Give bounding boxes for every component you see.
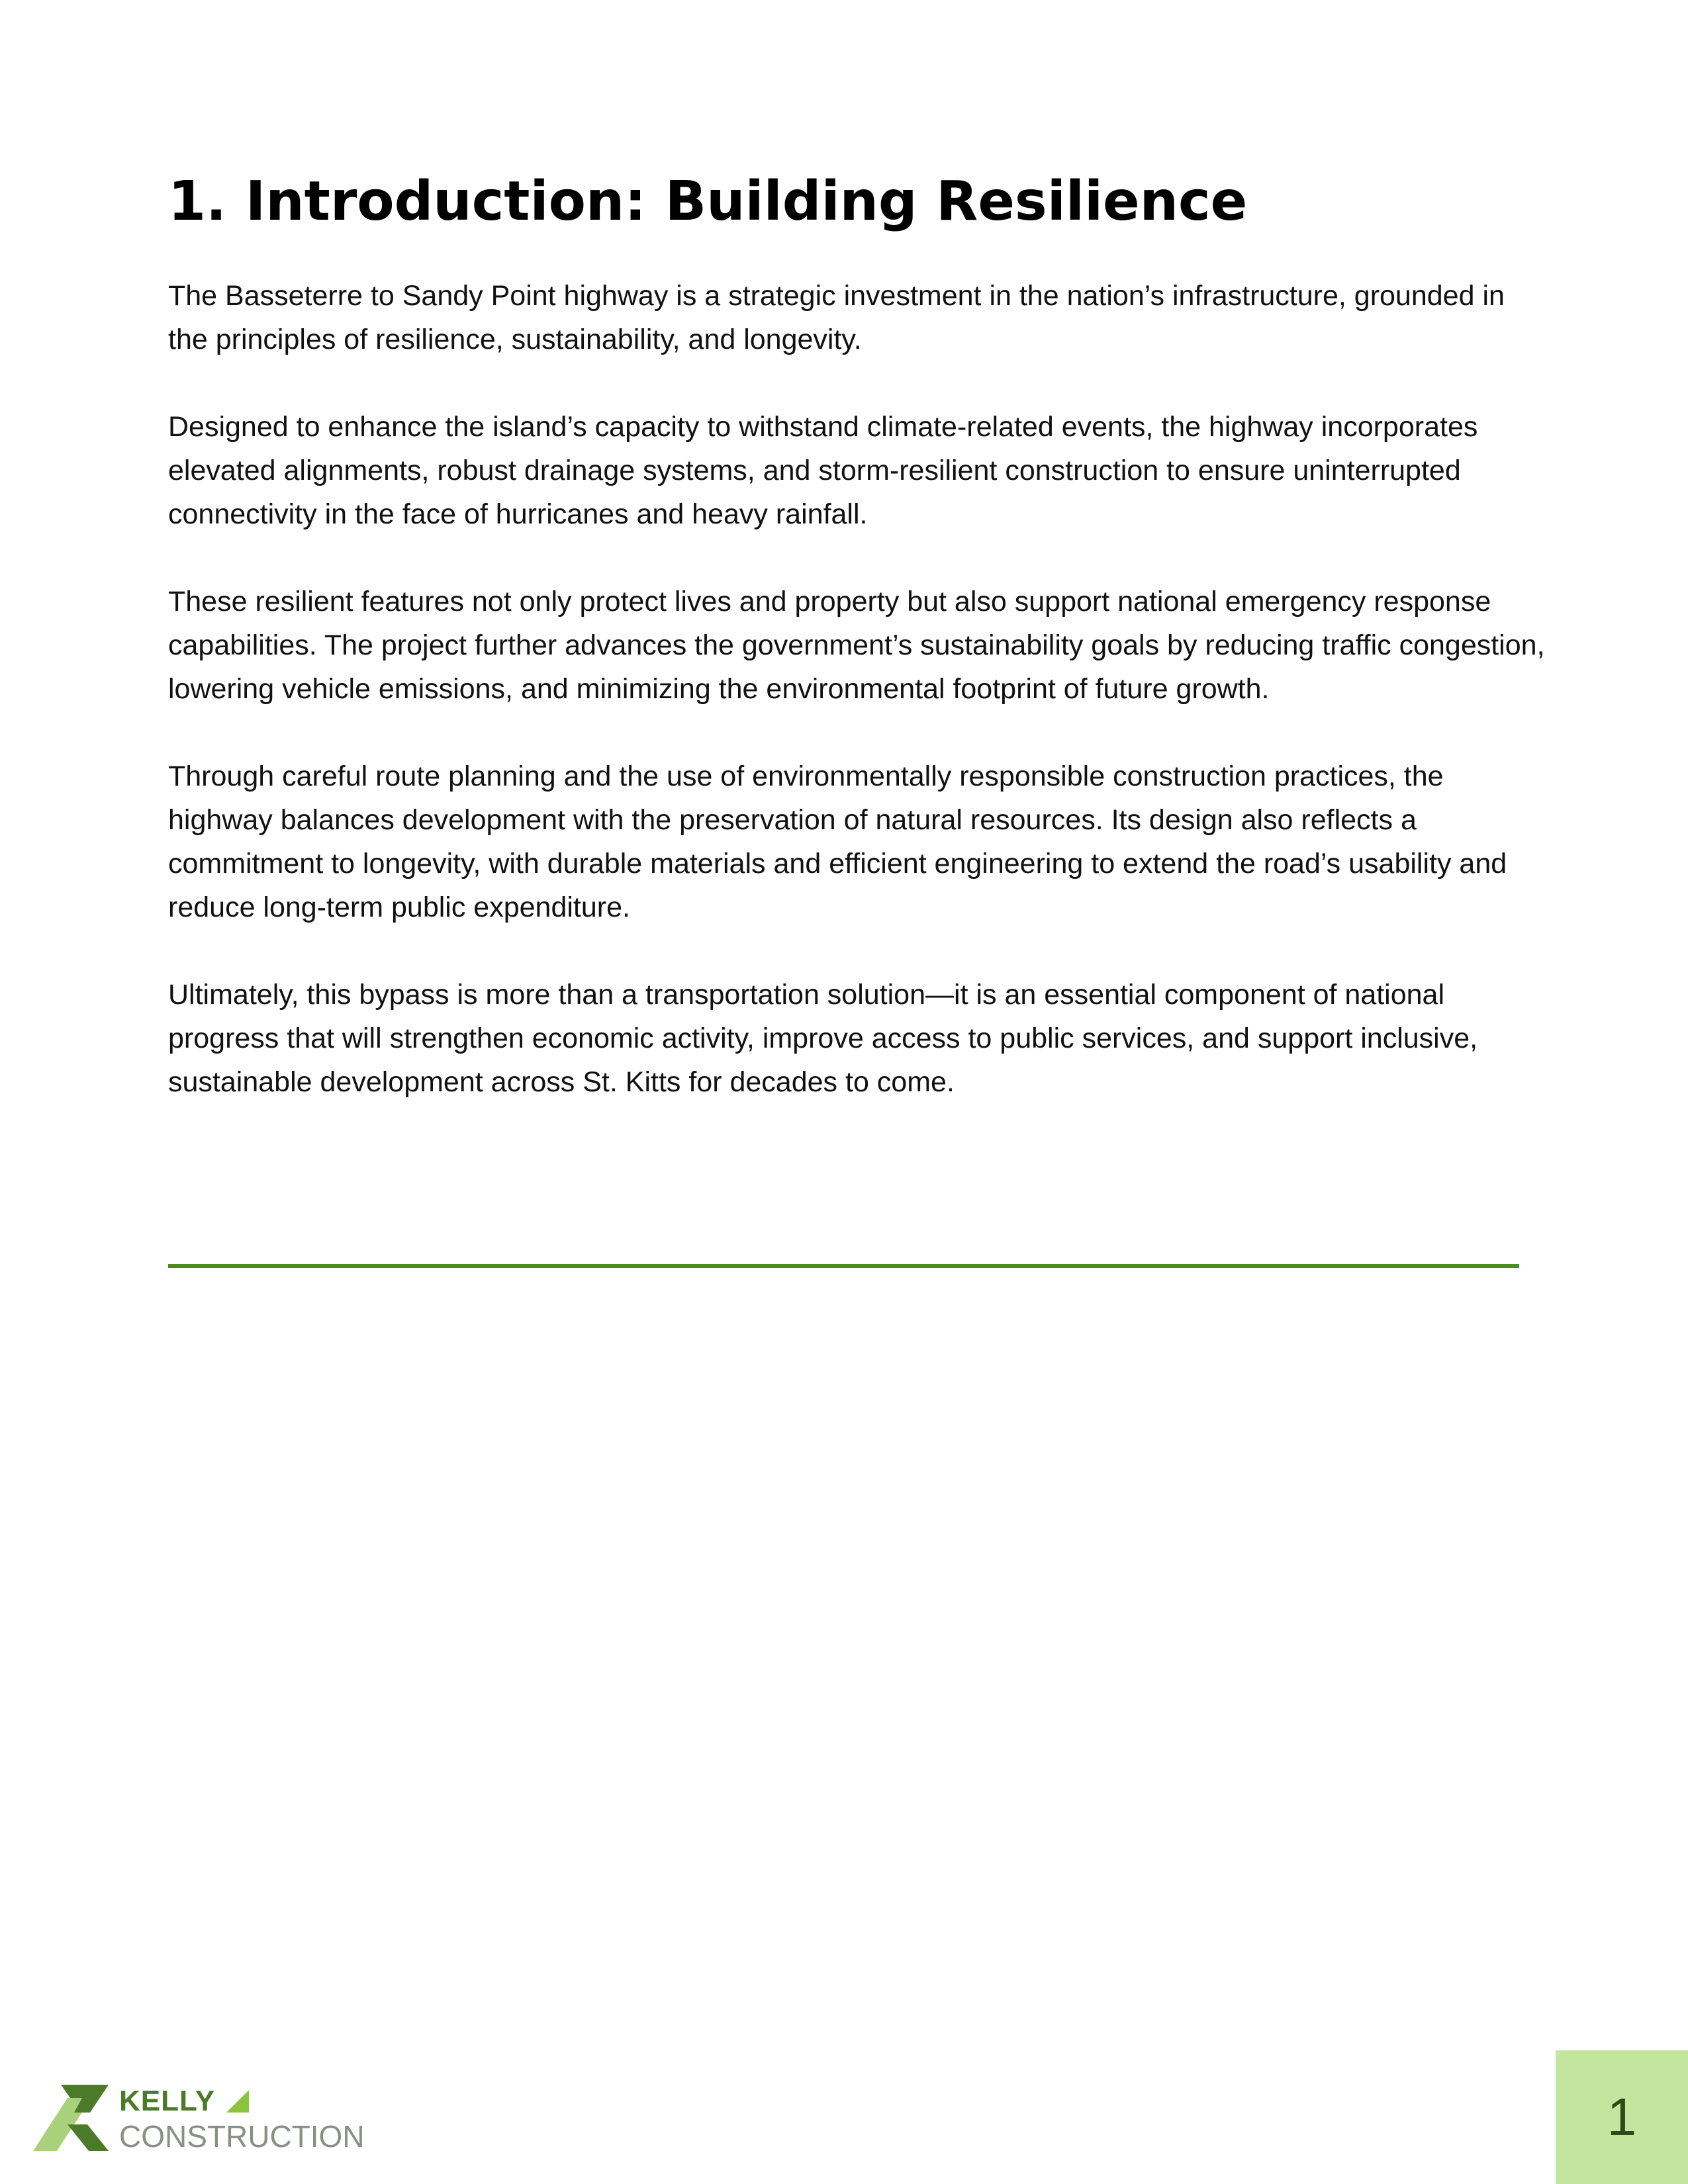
paragraph-4: Through careful route planning and the use of environmentally responsible construction practices, the highway balances development with the preservation of natural resources. Its design also reflects a commitment to longevity, with durable materials and efficient engineering to extend the road’s usability and reduce long-term public expenditure. <box>168 760 1507 923</box>
logo-triangle-icon <box>226 2090 249 2113</box>
paragraph-5: Ultimately, this bypass is more than a transportation solution—it is an essential component of national progress that will strengthen economic activity, improve access to public services, and support inclusive, sustainable development across St. Kitts for decades to come. <box>168 979 1478 1098</box>
page-number: 1 <box>1607 2087 1637 2146</box>
section-divider <box>168 1264 1519 1268</box>
kelly-k-logo-icon <box>26 2078 119 2158</box>
page-title: 1. Introduction: Building Resilience <box>168 170 1248 233</box>
paragraph-2: Designed to enhance the island’s capacity to withstand climate-related events, the highway incorporates elevated alignments, robust drainage systems, and storm-resilient construction to ensure uninterrupted connectivity in the face of hurricanes and heavy rainfall. <box>168 411 1478 530</box>
body-text <box>168 274 1552 1148</box>
company-logo <box>26 2078 371 2158</box>
paragraph-1: The Basseterre to Sandy Point highway is a strategic investment in the nation’s infrastructure, grounded in the principles of resilience, sustainability, and longevity. <box>168 280 1505 355</box>
logo-text-construction: CONSTRUCTION <box>119 2119 365 2154</box>
paragraph-3: These resilient features not only protect lives and property but also support national emergency response capabilities. The project further advances the government’s sustainability goals by reducing traffic congestion, lowering vehicle emissions, and minimizing the environmental footprint of future growth. <box>168 586 1545 705</box>
logo-text-kelly: KELLY <box>119 2085 216 2117</box>
page-number-box <box>1556 2050 1688 2184</box>
